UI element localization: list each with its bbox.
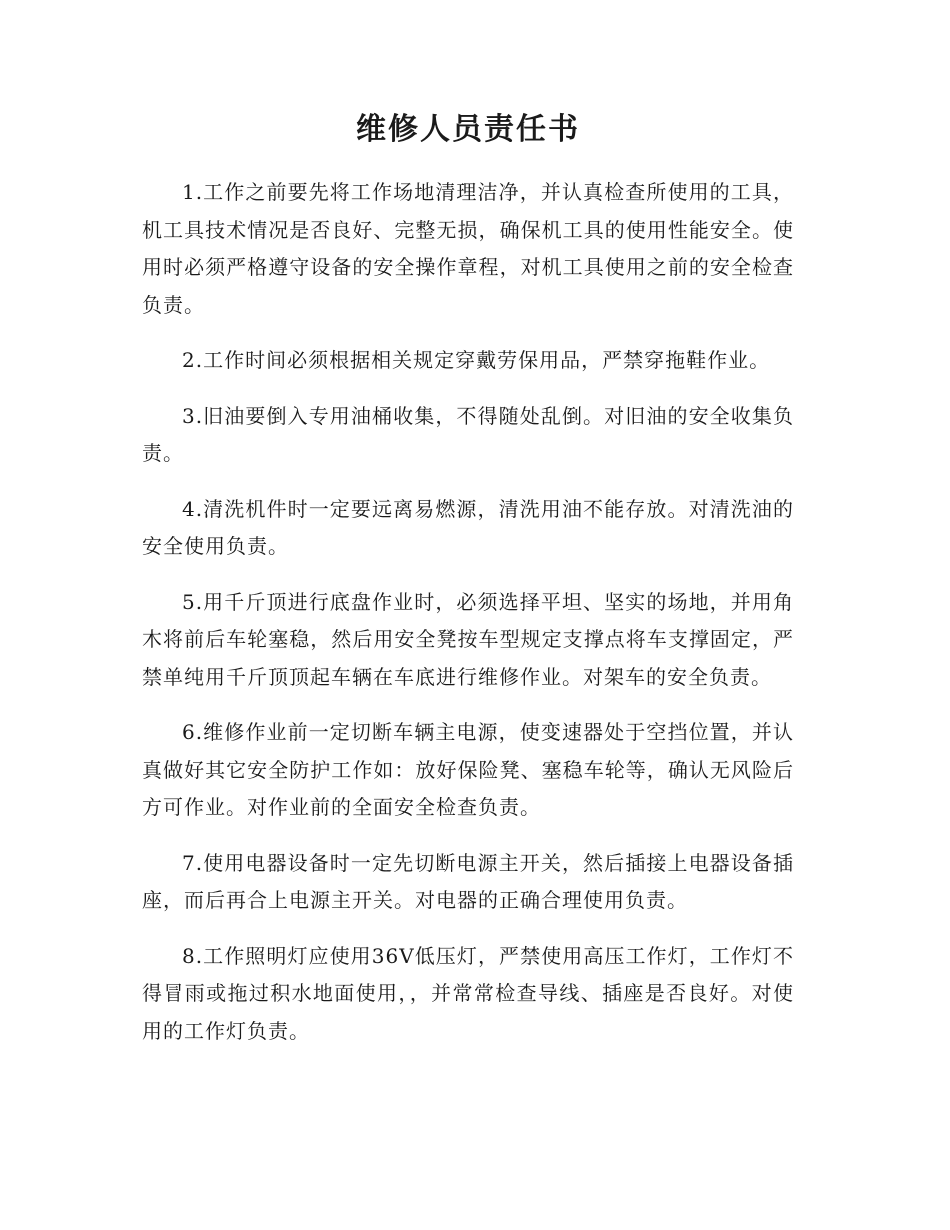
clause-8: 8.工作照明灯应使用36V低压灯，严禁使用高压工作灯，工作灯不得冒雨或拖过积水地面使用，，并常常检查导线、插座是否良好。对使用的工作灯负责。 (142, 943, 794, 1043)
clause-1: 1.工作之前要先将工作场地清理洁净，并认真检查所使用的工具，机工具技术情况是否良好、完整无损，确保机工具的使用性能安全。使用时必须严格遵守设备的安全操作章程，对机工具使用之前的安全检查负责。 (142, 180, 794, 317)
document-page (142, 108, 794, 1068)
clause-3: 3.旧油要倒入专用油桶收集，不得随处乱倒。对旧油的安全收集负责。 (142, 403, 794, 465)
clause-2: 2.工作时间必须根据相关规定穿戴劳保用品，严禁穿拖鞋作业。 (182, 348, 771, 372)
clause-5: 5.用千斤顶进行底盘作业时，必须选择平坦、坚实的场地，并用角木将前后车轮塞稳，然后用安全凳按车型规定支撑点将车支撑固定，严禁单纯用千斤顶顶起车辆在车底进行维修作业。对架车的安全负责。 (142, 589, 794, 689)
clause-6: 6.维修作业前一定切断车辆主电源，使变速器处于空挡位置，并认真做好其它安全防护工作如：放好保险凳、塞稳车轮等，确认无风险后方可作业。对作业前的全面安全检查负责。 (142, 720, 794, 819)
document-title: 维修人员责任书 (356, 112, 580, 147)
clause-7: 7.使用电器设备时一定先切断电源主开关，然后插接上电器设备插座，而后再合上电源主开关。对电器的正确合理使用负责。 (142, 850, 794, 912)
clause-4: 4.清洗机件时一定要远离易燃源，清洗用油不能存放。对清洗油的安全使用负责。 (142, 496, 794, 558)
